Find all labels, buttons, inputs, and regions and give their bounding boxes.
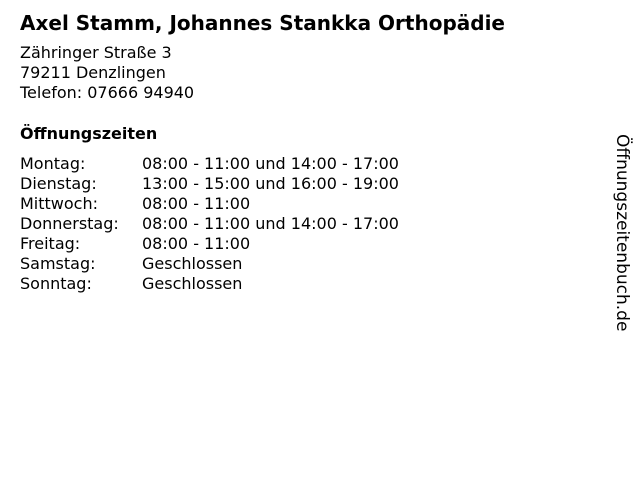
day-label: Sonntag:: [20, 274, 92, 293]
hours-value: Geschlossen: [142, 254, 243, 273]
street-address: Zähringer Straße 3: [20, 43, 172, 62]
hours-row-tuesday: [20, 174, 399, 194]
day-label: Mittwoch:: [20, 194, 98, 213]
hours-row-friday: [20, 234, 399, 254]
hours-row-monday: [20, 154, 399, 174]
day-label: Donnerstag:: [20, 214, 119, 233]
hours-value: 08:00 - 11:00: [142, 234, 251, 253]
day-label: Samstag:: [20, 254, 96, 273]
day-label: Freitag:: [20, 234, 81, 253]
hours-value: 13:00 - 15:00 und 16:00 - 19:00: [142, 174, 399, 193]
hours-row-saturday: [20, 254, 399, 274]
vertical-brand-label: Öffnungszeitenbuch.de: [612, 134, 632, 332]
business-address: [20, 43, 194, 103]
opening-hours-list: [20, 154, 399, 294]
postal-city: 79211 Denzlingen: [20, 63, 166, 82]
day-label: Dienstag:: [20, 174, 97, 193]
hours-value: 08:00 - 11:00: [142, 194, 251, 213]
day-label: Montag:: [20, 154, 86, 173]
phone-number: Telefon: 07666 94940: [20, 83, 195, 102]
hours-row-thursday: [20, 214, 399, 234]
opening-hours-heading: Öffnungszeiten: [20, 124, 158, 143]
hours-value: 08:00 - 11:00 und 14:00 - 17:00: [142, 154, 399, 173]
hours-value: Geschlossen: [142, 274, 243, 293]
hours-row-wednesday: [20, 194, 399, 214]
hours-row-sunday: [20, 274, 399, 294]
business-name: Axel Stamm, Johannes Stankka Orthopädie: [20, 11, 505, 35]
hours-value: 08:00 - 11:00 und 14:00 - 17:00: [142, 214, 399, 233]
